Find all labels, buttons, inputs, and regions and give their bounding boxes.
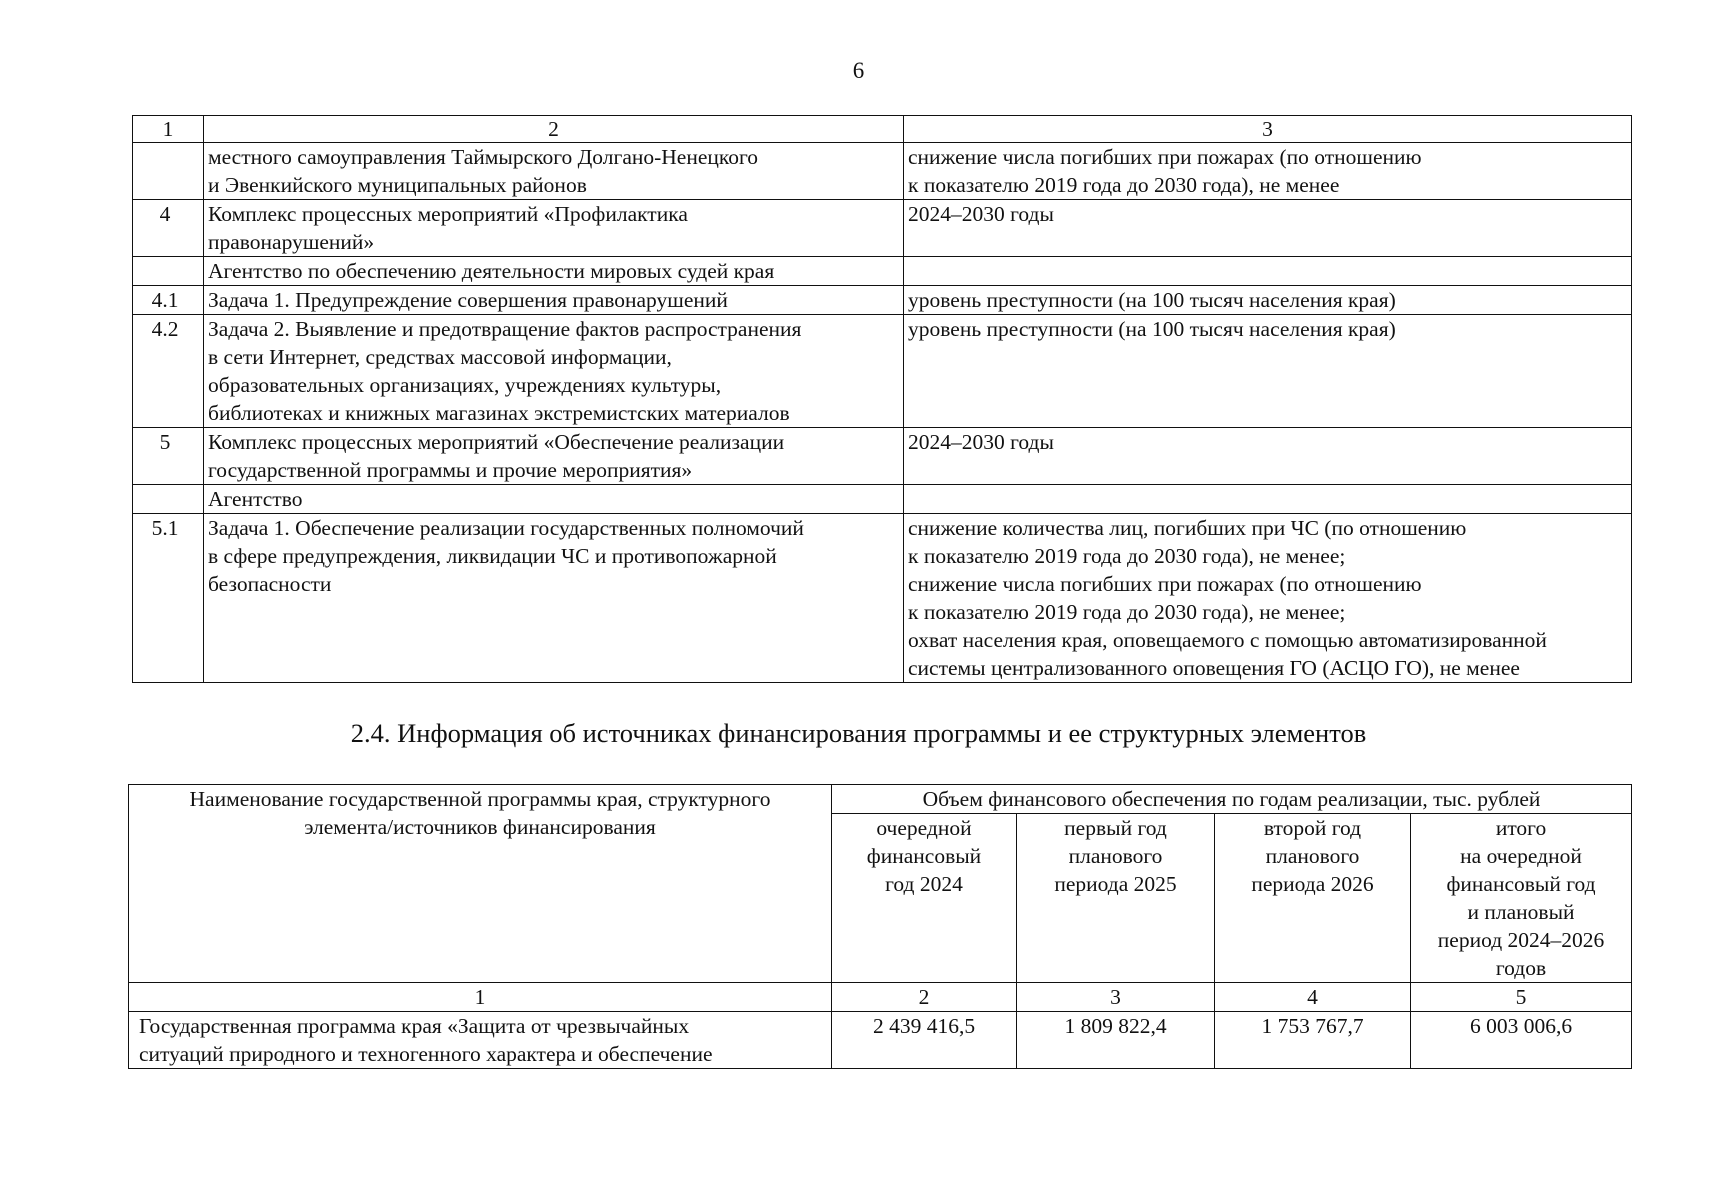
column-number-cell: 3	[1017, 983, 1215, 1012]
financing-table	[128, 784, 1632, 1069]
column-number-row	[129, 983, 1632, 1012]
text-line: второй год	[1263, 816, 1362, 840]
table-header-row	[129, 785, 1632, 814]
indicator-cell	[904, 286, 1632, 315]
header-cell: 3	[904, 116, 1632, 143]
text-line: к показателю 2019 года до 2030 года), не менее	[908, 173, 1340, 197]
element-name-cell	[204, 315, 904, 428]
element-name-cell	[204, 286, 904, 315]
row-number: 4.2	[133, 315, 204, 428]
text-line: государственной программы и прочие мероприятия»	[208, 458, 693, 482]
indicator-cell	[904, 428, 1632, 485]
text-line: правонарушений»	[208, 230, 375, 254]
text-line: планового	[1068, 844, 1163, 868]
text-line: год 2024	[885, 872, 963, 896]
year-header-cell	[1017, 814, 1215, 983]
table-row	[133, 485, 1632, 514]
text-line: Агентство	[208, 487, 303, 511]
text-line: Государственная программа края «Защита от чрезвычайных	[139, 1014, 690, 1038]
text-line: Наименование государственной программы края, структурного	[189, 787, 771, 811]
text-line: на очередной	[1460, 844, 1582, 868]
text-line: снижение количества лиц, погибших при ЧС (по отношению	[908, 516, 1467, 540]
text-line: Задача 1. Предупреждение совершения правонарушений	[208, 288, 728, 312]
table-row	[133, 428, 1632, 485]
text-line: и Эвенкийского муниципальных районов	[208, 173, 587, 197]
text-line: снижение числа погибших при пожарах (по отношению	[908, 145, 1422, 169]
text-line: системы централизованного оповещения ГО (АСЦО ГО), не менее	[908, 656, 1520, 680]
column-number-cell: 5	[1411, 983, 1632, 1012]
element-name-cell	[204, 257, 904, 286]
year-header-cell	[832, 814, 1017, 983]
text-line: к показателю 2019 года до 2030 года), не менее;	[908, 544, 1346, 568]
text-line: уровень преступности (на 100 тысяч населения края)	[908, 288, 1396, 312]
text-line: 2024–2030 годы	[908, 202, 1054, 226]
year-header-cell	[1411, 814, 1632, 983]
row-number: 5.1	[133, 514, 204, 683]
text-line: Задача 1. Обеспечение реализации государственных полномочий	[208, 516, 804, 540]
text-line: итого	[1495, 816, 1547, 840]
text-line: периода 2025	[1054, 872, 1177, 896]
text-line: первый год	[1064, 816, 1167, 840]
text-line: элемента/источников финансирования	[304, 815, 656, 839]
text-line: 2024–2030 годы	[908, 430, 1054, 454]
funding-value-cell: 1 809 822,4	[1017, 1012, 1215, 1069]
program-name-cell	[129, 1012, 832, 1069]
column-number-cell: 2	[832, 983, 1017, 1012]
text-line: безопасности	[208, 572, 332, 596]
text-line: ситуаций природного и техногенного характера и обеспечение	[139, 1042, 713, 1066]
section-title: 2.4. Информация об источниках финансирования программы и ее структурных элементов	[350, 718, 1367, 748]
element-name-cell	[204, 514, 904, 683]
element-name-cell	[204, 143, 904, 200]
indicator-cell	[904, 257, 1632, 286]
indicator-cell	[904, 143, 1632, 200]
row-number: 4	[133, 200, 204, 257]
text-line: Задача 2. Выявление и предотвращение фактов распространения	[208, 317, 802, 341]
text-line: в сети Интернет, средствах массовой информации,	[208, 345, 672, 369]
funding-value-cell: 2 439 416,5	[832, 1012, 1017, 1069]
indicator-cell	[904, 485, 1632, 514]
table-row	[133, 315, 1632, 428]
name-header	[129, 785, 832, 983]
table-row	[133, 514, 1632, 683]
indicator-cell	[904, 200, 1632, 257]
table-header-row	[133, 116, 1632, 143]
funding-value-cell: 6 003 006,6	[1411, 1012, 1632, 1069]
table-row	[133, 257, 1632, 286]
text-line: охват населения края, оповещаемого с помощью автоматизированной	[908, 628, 1547, 652]
text-line: финансовый	[866, 844, 982, 868]
text-line: уровень преступности (на 100 тысяч населения края)	[908, 317, 1396, 341]
text-line: в сфере предупреждения, ликвидации ЧС и противопожарной	[208, 544, 777, 568]
header-cell: 1	[133, 116, 204, 143]
text-line: финансовый год	[1446, 872, 1596, 896]
objectives-table	[132, 115, 1632, 683]
row-number: 4.1	[133, 286, 204, 315]
text-line: снижение числа погибших при пожарах (по отношению	[908, 572, 1422, 596]
year-header-cell	[1215, 814, 1411, 983]
table-row	[133, 286, 1632, 315]
text-line: местного самоуправления Таймырского Долгано-Ненецкого	[208, 145, 759, 169]
text-line: планового	[1265, 844, 1360, 868]
row-number	[133, 485, 204, 514]
element-name-cell	[204, 485, 904, 514]
page-number: 6	[852, 58, 865, 83]
table-row	[133, 200, 1632, 257]
column-number-cell: 1	[129, 983, 832, 1012]
text-line: периода 2026	[1251, 872, 1374, 896]
row-number	[133, 257, 204, 286]
volume-header: Объем финансового обеспечения по годам реализации, тыс. рублей	[832, 785, 1632, 814]
text-line: очередной	[876, 816, 972, 840]
column-number-cell: 4	[1215, 983, 1411, 1012]
row-number	[133, 143, 204, 200]
text-line: образовательных организациях, учреждениях культуры,	[208, 373, 722, 397]
text-line: библиотеках и книжных магазинах экстремистских материалов	[208, 401, 790, 425]
header-cell: 2	[204, 116, 904, 143]
funding-value-cell: 1 753 767,7	[1215, 1012, 1411, 1069]
text-line: Комплекс процессных мероприятий «Обеспечение реализации	[208, 430, 785, 454]
indicator-cell	[904, 315, 1632, 428]
element-name-cell	[204, 428, 904, 485]
element-name-cell	[204, 200, 904, 257]
text-line: период 2024–2026	[1437, 928, 1605, 952]
text-line: и плановый	[1467, 900, 1575, 924]
row-number: 5	[133, 428, 204, 485]
text-line: Комплекс процессных мероприятий «Профилактика	[208, 202, 688, 226]
table-row	[133, 143, 1632, 200]
text-line: годов	[1495, 956, 1547, 980]
table-row	[129, 1012, 1632, 1069]
indicator-cell	[904, 514, 1632, 683]
text-line: Агентство по обеспечению деятельности мировых судей края	[208, 259, 775, 283]
text-line: к показателю 2019 года до 2030 года), не менее;	[908, 600, 1346, 624]
